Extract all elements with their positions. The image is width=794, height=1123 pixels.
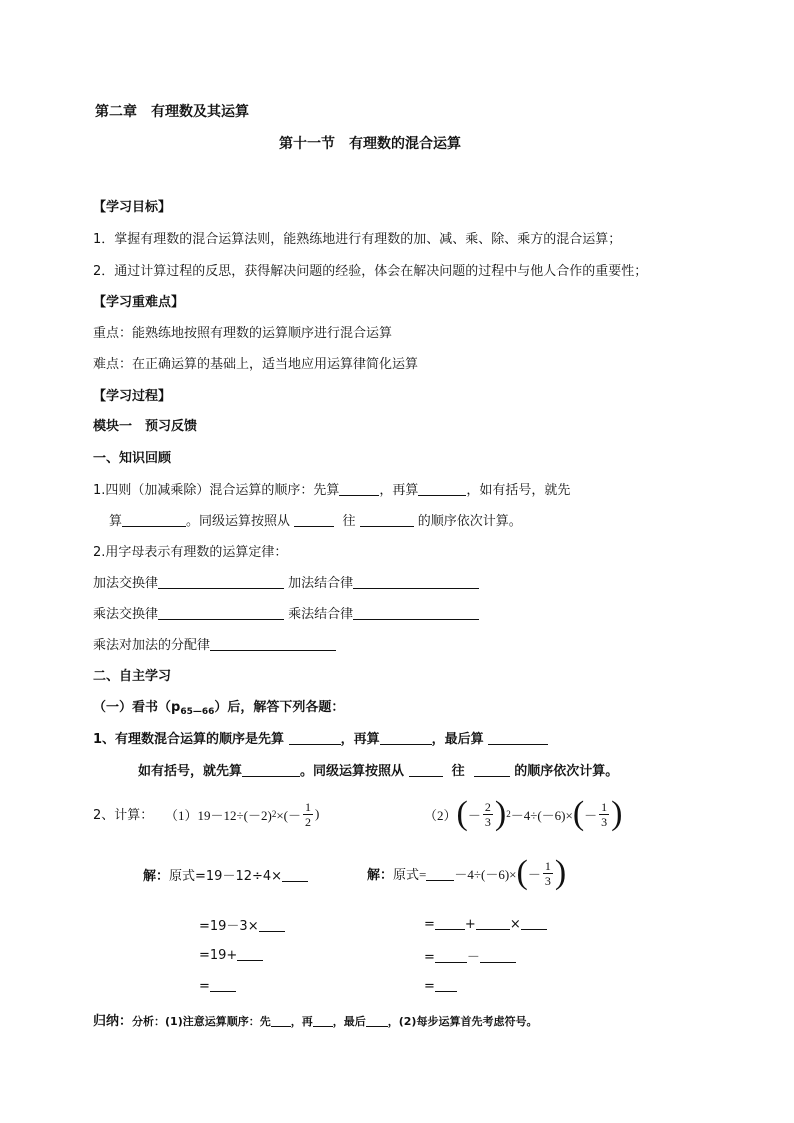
answer-blank[interactable]: [259, 917, 285, 932]
solution-1-line-3: [199, 946, 263, 963]
page-range: 65—66: [180, 707, 215, 717]
goal-item-1: 1．掌握有理数的混合运算法则，能熟练地进行有理数的加、减、乘、除、乘方的混合运算；: [93, 232, 622, 247]
law-label: 加法交换律: [93, 576, 159, 591]
text: ，如有括号，就先: [466, 483, 571, 498]
exponent: 2: [271, 809, 277, 819]
answer-blank[interactable]: [480, 948, 516, 963]
answer-blank[interactable]: [339, 481, 379, 496]
reading-task: [93, 696, 344, 717]
denominator: 3: [601, 814, 608, 829]
answer-blank[interactable]: [313, 1015, 333, 1027]
denominator: 3: [544, 873, 551, 888]
section-title: 第十一节 有理数的混合运算: [279, 136, 461, 152]
answer-blank[interactable]: [474, 762, 510, 777]
answer-blank[interactable]: [294, 512, 334, 527]
expr-body: 19－12÷(－2): [197, 807, 272, 823]
text: －4÷(－6)×: [454, 866, 517, 882]
text: 算: [109, 514, 123, 529]
answer-blank[interactable]: [435, 915, 465, 930]
expression-1: [165, 794, 319, 834]
text: 1、有理数混合运算的顺序是先算: [93, 732, 285, 747]
text: （一）看书（p: [93, 700, 181, 715]
answer-blank[interactable]: [435, 948, 467, 963]
minus-sign: －: [584, 807, 598, 823]
review-q1-line2: [109, 510, 522, 529]
answer-blank[interactable]: [353, 574, 479, 589]
chapter-title: 第二章 有理数及其运算: [95, 104, 249, 120]
review-q2: 2.用字母表示有理数的运算定律：: [93, 545, 288, 560]
right-paren: ): [554, 854, 567, 891]
solution-label: 解：: [143, 869, 170, 884]
text: +: [464, 917, 476, 932]
text: ，最后: [332, 1015, 366, 1028]
keypoints-heading: 【学习重难点】: [93, 295, 185, 310]
solution-2-line-1: [367, 852, 566, 894]
process-heading: 【学习过程】: [93, 389, 172, 404]
answer-blank[interactable]: [366, 1015, 388, 1027]
text: =: [424, 917, 435, 932]
text: 往: [451, 764, 465, 779]
text: 如有括号，就先算: [138, 764, 243, 779]
solution-label: 解：: [367, 866, 394, 882]
solution-1-line-2: [199, 915, 285, 934]
text: 的顺序依次计算。: [514, 764, 619, 779]
text: =: [199, 979, 210, 994]
answer-blank[interactable]: [242, 762, 300, 777]
review-q1-line1: [93, 479, 570, 498]
expr-body: －4÷(－6)×: [510, 807, 573, 823]
answer-blank[interactable]: [237, 946, 263, 961]
fraction-one-third: [599, 800, 609, 829]
summary-line: [93, 1010, 537, 1029]
law-label: 乘法交换律: [93, 607, 159, 622]
expr-body: ): [314, 806, 320, 821]
text: ）后，解答下列各题：: [214, 700, 345, 715]
text: 原式=: [393, 866, 427, 882]
law-row-2: [93, 603, 479, 622]
answer-blank[interactable]: [289, 730, 341, 745]
text: ，再算: [340, 732, 380, 747]
left-paren: (: [572, 795, 585, 832]
law-row-3: [93, 634, 336, 653]
fraction-one-half: [303, 800, 313, 829]
answer-blank[interactable]: [418, 481, 466, 496]
numerator: 1: [304, 799, 311, 814]
expr-body: ×(－: [276, 807, 301, 823]
solution-2-line-2: [424, 915, 547, 932]
text: ×: [509, 917, 521, 932]
answer-blank[interactable]: [282, 867, 308, 882]
module-title: 模块一 预习反馈: [93, 419, 198, 434]
answer-blank[interactable]: [476, 915, 510, 930]
text: ，最后算: [431, 732, 484, 747]
denominator: 3: [484, 814, 491, 829]
text: 原式=19－12÷4×: [169, 869, 283, 884]
text: 。同级运算按照从: [186, 514, 291, 529]
numerator: 1: [544, 858, 551, 873]
answer-blank[interactable]: [380, 730, 432, 745]
law-label: 加法结合律: [288, 576, 354, 591]
goal-item-2: 2．通过计算过程的反思，获得解决问题的经验，体会在解决问题的过程中与他人合作的重要性；: [93, 264, 648, 279]
text: 的顺序依次计算。: [417, 514, 522, 529]
goals-heading: 【学习目标】: [93, 200, 172, 215]
text: =: [424, 950, 435, 965]
answer-blank[interactable]: [210, 977, 236, 992]
answer-blank[interactable]: [210, 636, 336, 651]
left-paren: (: [516, 854, 528, 891]
answer-blank[interactable]: [426, 866, 454, 881]
answer-blank[interactable]: [353, 605, 479, 620]
text: ，再算: [379, 483, 419, 498]
solution-2-line-3: [424, 946, 516, 965]
answer-blank[interactable]: [409, 762, 443, 777]
minus-sign: －: [527, 866, 541, 882]
expression-2: [424, 794, 622, 834]
answer-blank[interactable]: [158, 574, 284, 589]
text: 。同级运算按照从: [300, 764, 405, 779]
answer-blank[interactable]: [435, 977, 457, 992]
exponent: 2: [506, 809, 511, 819]
text: ，再: [290, 1015, 313, 1028]
answer-blank[interactable]: [158, 605, 284, 620]
right-paren: ): [611, 795, 623, 832]
numerator: 1: [601, 799, 608, 814]
solution-1-line-4: [199, 977, 236, 994]
expr-tag: （1）: [165, 807, 198, 823]
answer-blank[interactable]: [360, 512, 414, 527]
right-paren: ): [494, 795, 507, 832]
text: =19－3×: [199, 919, 259, 934]
solution-1-line-1: [143, 865, 308, 884]
law-row-1: [93, 572, 479, 591]
difficulty-point: 难点：在正确运算的基础上，适当地应用运算律简化运算: [93, 357, 419, 372]
calc-label: 2、计算：: [93, 808, 154, 823]
law-label: 乘法结合律: [288, 607, 354, 622]
answer-blank[interactable]: [521, 915, 547, 930]
answer-blank[interactable]: [271, 1015, 291, 1027]
text: 往: [342, 514, 356, 529]
part2-heading: 二、自主学习: [93, 669, 172, 684]
part1-heading: 一、知识回顾: [93, 451, 172, 466]
answer-blank[interactable]: [122, 512, 186, 527]
text: 1.四则（加减乘除）混合运算的顺序：先算: [93, 483, 340, 498]
text: ，(2)每步运算首先考虑符号。: [387, 1015, 538, 1028]
fraction-one-third: [543, 859, 553, 888]
text: =19+: [199, 948, 238, 963]
study-q1-line1: [93, 728, 548, 747]
numerator: 2: [484, 799, 491, 814]
left-paren: (: [456, 795, 468, 832]
expr-tag: （2）: [424, 807, 457, 823]
fraction-two-thirds: [483, 800, 493, 829]
text: －: [466, 950, 480, 965]
denominator: 2: [304, 814, 311, 829]
solution-2-line-4: [424, 977, 457, 994]
answer-blank[interactable]: [488, 730, 548, 745]
text: 分析：(1)注意运算顺序：先: [132, 1015, 271, 1028]
minus-sign: －: [467, 807, 481, 823]
key-point: 重点：能熟练地按照有理数的运算顺序进行混合运算: [93, 326, 393, 341]
text: =: [424, 979, 435, 994]
law-label: 乘法对加法的分配律: [93, 638, 211, 653]
summary-label: 归纳：: [93, 1014, 133, 1029]
study-q1-line2: [138, 760, 618, 779]
